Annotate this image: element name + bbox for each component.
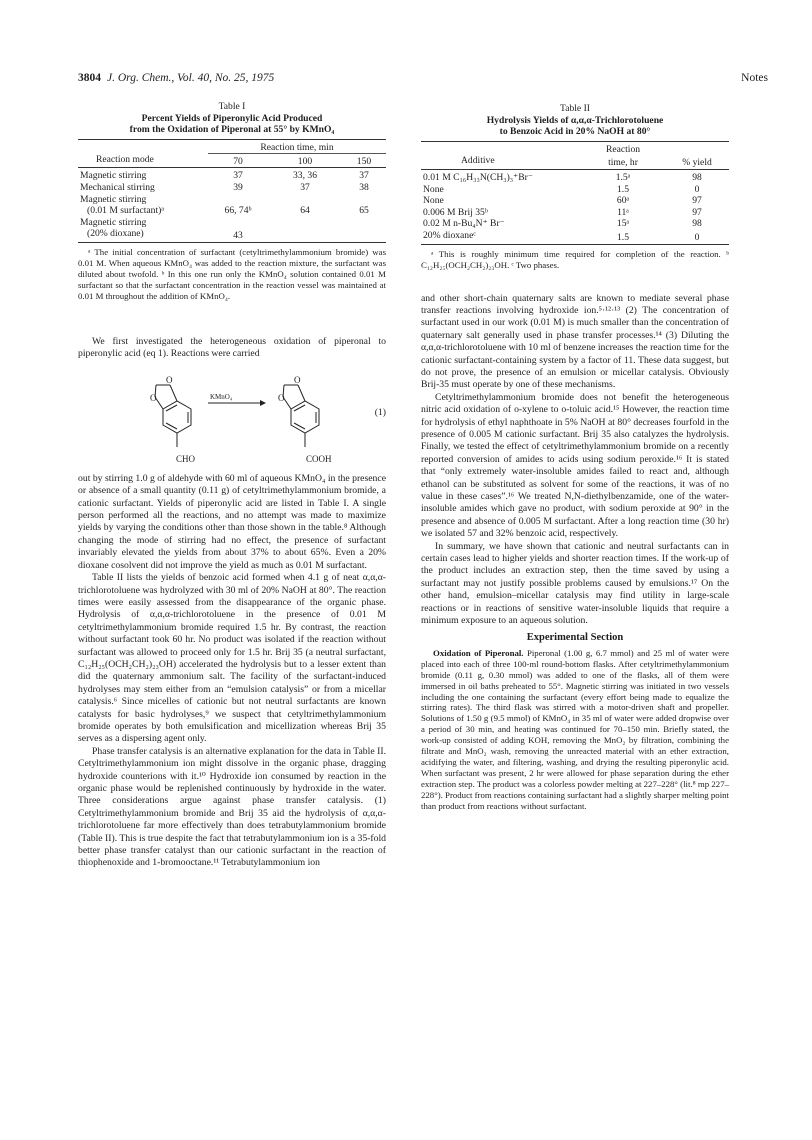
reaction-scheme <box>78 361 386 473</box>
table-row: 20% dioxaneᶜ 1.5 0 <box>421 230 729 244</box>
svg-text:O: O <box>150 392 157 403</box>
experimental-paragraph <box>421 648 729 812</box>
table-2 <box>421 103 729 271</box>
journal-name: J. Org. Chem., Vol. 40, No. 25, 1975 <box>107 72 275 84</box>
table-1-col-150: 150 <box>356 155 372 167</box>
paragraph-intro: We first investigated the heterogeneous oxidation of piperonal to piperonylic acid (eq 1). Reactions were carried <box>78 336 386 360</box>
table-2-col-yield: % yield <box>682 157 712 169</box>
table-1-label: Table I <box>218 101 246 112</box>
page-number: 3804 <box>78 72 101 84</box>
table-2-col-time-line1: Reaction <box>605 143 641 155</box>
paragraph-summary: In summary, we have shown that cationic and neutral surfactants can in certain cases lead to higher yields and shorter reaction times. If the work-up of the product includes an extraction step, then the time saved by using a surfactant may not justify possible problems caused by emulsions.¹⁷ On the other hand, emulsion–micellar catalysis may find utility in large-scale reactions or in reactions of sensitive water-insoluble liquids that require a minimum exposure to an aqueous solution. <box>421 540 729 627</box>
experimental-text: Piperonal (1.00 g, 6.7 mmol) and 25 ml of water were placed into each of three 100-ml round-bottom flasks. After cetyltrimethylammonium bromide (0.11 g, 0.30 mmol) was added to one of the flasks, all of them were immersed in oil baths preheated to 55°. Magnetic stirring was initiated in two vessels including the one containing the surfactant (every effort being made to equalize the stirring rates). The third flask was stirred with a motor-driven shaft and propeller. Solutions of 1.50 g (9.5 mmol) of KMnO₄ in 35 ml of water were added dropwise over a period of 30 min, and heating was continued for 70–150 min. Briefly stated, the work-up consisted of adding KOH, removing the MnO₂ by filtration, combining the filtrate and MnO₂ wash, removing the unreacted material with an ether extraction, acidifying the water, and filtering, washing, and drying the resulting piperonylic acid. When surfactant was present, 2 hr were allowed for phase separation during the ether extraction step. The product was a colorless powder melting at 227–228° (lit.⁸ mp 227–228°). Product from reactions containing surfactant had a slightly sharper melting point than product from reactions without surfactant. <box>421 647 730 811</box>
table-1-spanner: Reaction time, min <box>208 139 386 154</box>
table-2-title-line1: Hydrolysis Yields of α,α,α-Trichlorotoluene <box>486 114 664 126</box>
table-1-col-100: 100 <box>297 155 313 167</box>
paragraph-1: out by stirring 1.0 g of aldehyde with 60 ml of aqueous KMnO₄ in the presence or absence of a small quantity (0.11 g) of cetyltrimethylammonium bromide, a cationic surfactant. Yields of piperonylic acid are listed in Table I. A single person performed all the reactions, and no attempt was made to maximize yields by varying the conditions other than those shown in the table.⁸ Although changing the mode of stirring had no effect, the presence of surfactant invariably elevated the yields from about 37% to about 65%. Even a 20% dioxane cosolvent did not improve the yield as much as 0.01 M surfactant. <box>78 472 386 571</box>
table-2-footnote: ᵃ This is roughly minimum time required for completion of the reaction. ᵇ C₁₂H₂₅(OCH₂CH₂)₂₃OH. ᶜ Two phases. <box>421 248 729 270</box>
svg-text:O: O <box>294 374 301 385</box>
piperonal-structure <box>155 385 191 447</box>
table-2-title-line2: to Benzoic Acid in 20% NaOH at 80° <box>499 126 651 138</box>
table-2-grid <box>421 141 729 245</box>
aldehyde-group-label: CHO <box>176 453 196 464</box>
experimental-heading: Experimental Section <box>526 631 624 643</box>
table-row: (20% dioxane) 43 <box>78 228 386 242</box>
journal-citation <box>78 72 274 84</box>
table-row: None 60ᵃ 97 <box>423 195 702 207</box>
table-2-col-time-line2: time, hr <box>608 157 638 169</box>
paragraph-2: Table II lists the yields of benzoic acid formed when 4.1 g of neat α,α,α-trichlorotoluene was hydrolyzed with 30 ml of 20% NaOH at 80°. The reaction times were easily assessed from the disappearance of the organic phase. Hydrolysis of α,α,α-trichlorotoluene in the presence of 0.01 M cetyltrimethylammonium bromide required 1.5 hr. By contrast, the reaction without surfactant took 60 hr. No product was isolated if the reaction without surfactant was allowed to proceed only for 1.5 hr. Brij 35 (a neutral surfactant, C₁₂H₂₅(OCH₂CH₂)₂₃OH) accelerated the hydrolysis but to a lesser extent than did the quaternary ammonium salt. The facility of the surfactant-induced hydrolyses may stem either from an “emulsion catalysis” or from a micellar catalysis.⁶ Since micelles of cationic but not neutral surfactants are known catalysts for basic hydrolyses,⁹ we suspect that cetyltrimethylammonium bromide operates by both emulsification and micellization whereas Brij 35 serves as a dispersing agent only. <box>78 572 386 745</box>
table-row: Magnetic stirring <box>80 193 147 205</box>
carboxyl-group-label: COOH <box>306 453 332 464</box>
table-1 <box>78 101 386 302</box>
table-1-col-mode: Reaction mode <box>96 153 154 165</box>
table-2-col-additive: Additive <box>461 155 495 167</box>
table-1-title-line1: Percent Yields of Piperonylic Acid Produced <box>141 112 323 124</box>
piperonylic-acid-structure <box>283 385 319 447</box>
paragraph-4: Cetyltrimethylammonium bromide does not benefit the heterogeneous nitric acid oxidation of o-xylene to o-toluic acid.¹⁵ However, the reaction time for hydrolysis of ethyl naphthoate in 5% NaOH at 80° decreases fourfold in the presence of 0.005 M cationic surfactant. Brij 35 also catalyzes the hydrolysis. Finally, we tested the effect of cetyltrimethylammonium bromide on a recently reported conversion of amides to acids using sodium peroxide.¹⁶ It is stated that “only extremely water-insoluble amides failed to react and, although ethanol can be substituted as solvent for some of the reactions, it was of no value in these cases”.¹⁶ We treated N,N-diethylbenzamide, one of the water-insoluble amides which gave no product, with sodium peroxide at 90° in the presence and absence of 0.005 M surfactant. After a long reaction time (30 hr) we isolated 57 and 32% benzoic acid, respectively. <box>421 391 729 540</box>
table-2-label: Table II <box>560 103 590 114</box>
table-2-caption <box>421 103 729 138</box>
table-1-caption <box>78 101 386 136</box>
experimental-lead: Oxidation of Piperonal. <box>433 647 524 658</box>
left-column <box>78 101 386 870</box>
table-1-footnote: ᵃ The initial concentration of surfactant (cetyltrimethylammonium bromide) was 0.01 M. When aqueous KMnO₄ was added to the reaction mixture, the surfactant was diluted about twofold. ᵇ In this one run only the KMnO₄ solution contained 0.01 M surfactant so that the surfactant concentration in the reaction vessel was maintained at 0.01 M throughout the addition of KMnO₄. <box>78 247 386 302</box>
paragraph-3: Phase transfer catalysis is an alternative explanation for the data in Table II. Cetyltrimethylammonium ion might dissolve in the organic phase, dragging hydroxide counterions with it.¹⁰ Hydroxide ion consumed by reaction in the organic phase would be replenished continuously by hydroxide in the water. Three considerations argue against phase transfer catalysis. (1) Cetyltrimethylammonium bromide and Brij 35 aid the hydrolysis of α,α,α-trichlorotoluene far more effectively than does tetrabutylammonium bromide (Table II). This is true despite the fact that tetrabutylammonium ion is a 35-fold better phase transfer catalyst than our cationic surfactant in the reaction of thiophenoxide and 1-bromooctane.¹¹ Tetrabutylammonium ion <box>78 745 386 869</box>
table-row: Magnetic stirring <box>80 216 147 228</box>
table-row: 0.006 M Brij 35ᵇ 11ᵃ 97 <box>423 206 702 218</box>
table-row: 0.01 M C₁₆H₃₃N(CH₃)₃⁺Br⁻ 1.5ᵃ 98 <box>423 171 702 183</box>
table-1-title-line2: from the Oxidation of Piperonal at 55° by KMnO₄ <box>129 124 335 136</box>
table-1-col-70: 70 <box>233 155 243 167</box>
section-label: Notes <box>741 72 768 84</box>
table-1-grid <box>78 139 386 243</box>
table-row: Magnetic stirring 37 33, 36 37 <box>80 170 369 182</box>
page-header <box>78 72 768 88</box>
table-row: None 1.5 0 <box>423 183 700 195</box>
table-row: 0.02 M n-Bu₄N⁺ Br⁻ 15ᵃ 98 <box>423 218 702 230</box>
right-column <box>421 103 729 812</box>
svg-text:O: O <box>278 392 285 403</box>
equation-1 <box>78 361 386 473</box>
paragraph-continued: and other short-chain quaternary salts are known to mediate several phase transfer reactions involving hydroxide ion.⁵·¹²·¹³ (2) The concentration of surfactant used in our work (0.01 M) is much smaller than the concentration of quaternary salt generally used in phase transfer processes.¹⁴ (3) Diluting the α,α,α-trichlorotoluene with 10 ml of benzene increases the reaction time for the cationic surfactant-containing system by a factor of 11. These data suggest, but do not prove, the presence of an emulsion or micellar catalysis. Obviously Brij-35 must operate by one of these mechanisms. <box>421 292 729 391</box>
equation-number: (1) <box>374 406 386 418</box>
reagent-label: KMnO₄ <box>210 392 233 401</box>
table-row: (0.01 M surfactant)ᵃ 66, 74ᵇ 64 65 <box>87 205 369 217</box>
table-row: Mechanical stirring 39 37 38 <box>80 182 369 194</box>
svg-text:O: O <box>166 374 173 385</box>
